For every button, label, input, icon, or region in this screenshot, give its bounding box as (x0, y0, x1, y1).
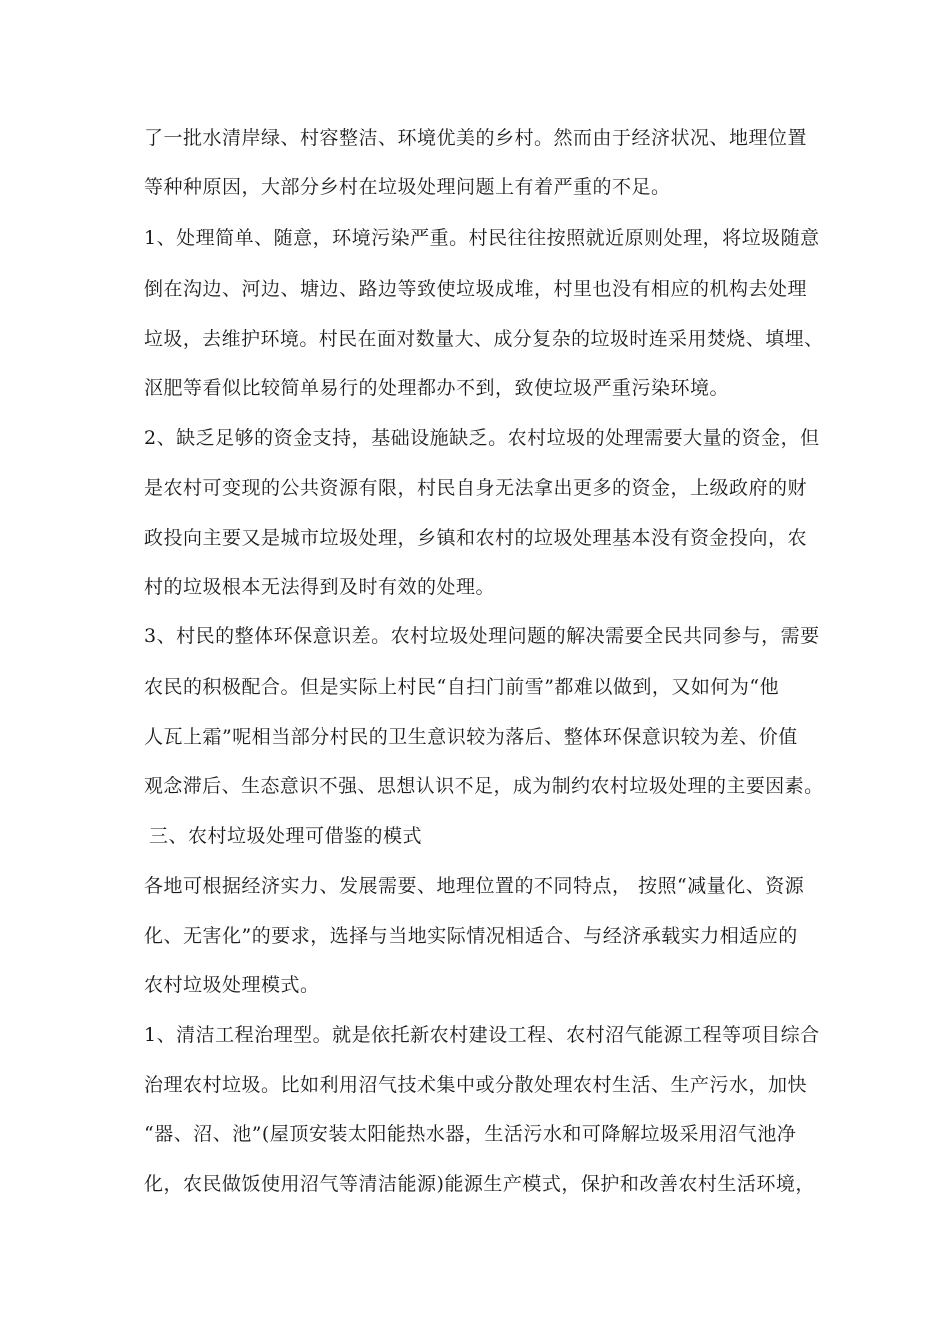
text-line: 治理农村垃圾。比如利用沼气技术集中或分散处理农村生活、生产污水，加快 (144, 1074, 808, 1096)
text-line: 农民的积极配合。但是实际上村民“自扫门前雪”都难以做到，又如何为“他 (144, 676, 780, 698)
text-line: 沤肥等看似比较简单易行的处理都办不到，致使垃圾严重污染环境。 (144, 377, 730, 399)
text-line: 1、处理简单、随意，环境污染严重。村民往往按照就近原则处理，将垃圾随意 (144, 227, 820, 249)
text-line: 是农村可变现的公共资源有限，村民自身无法拿出更多的资金，上级政府的财 (144, 477, 808, 499)
text-line: 垃圾，去维护环境。村民在面对数量大、成分复杂的垃圾时连采用焚烧、填埋、 (144, 328, 824, 350)
text-line: 3、村民的整体环保意识差。农村垃圾处理问题的解决需要全民共同参与，需要 (144, 625, 820, 647)
section-heading: 三、农村垃圾处理可借鉴的模式 (149, 825, 423, 847)
text-line: 2、缺乏足够的资金支持，基础设施缺乏。农村垃圾的处理需要大量的资金，但 (144, 427, 820, 449)
text-line: 1、清洁工程治理型。就是依托新农村建设工程、农村沼气能源工程等项目综合 (144, 1024, 820, 1046)
text-line: 人瓦上霜”呢相当部分村民的卫生意识较为落后、整体环保意识较为差、价值 (144, 726, 798, 748)
text-line: 了一批水清岸绿、村容整洁、环境优美的乡村。然而由于经济状况、地理位置 (144, 127, 808, 149)
text-line: “器、沼、池”(屋顶安装太阳能热水器，生活污水和可降解垃圾采用沼气池净 (144, 1123, 797, 1145)
text-line: 村的垃圾根本无法得到及时有效的处理。 (144, 576, 496, 598)
text-line: 政投向主要又是城市垃圾处理，乡镇和农村的垃圾处理基本没有资金投向，农 (144, 527, 808, 549)
text-line: 等种种原因，大部分乡村在垃圾处理问题上有着严重的不足。 (144, 176, 671, 198)
text-line: 化、无害化”的要求，选择与当地实际情况相适合、与经济承载实力相适应的 (144, 925, 798, 947)
text-line: 各地可根据经济实力、发展需要、地理位置的不同特点， 按照“减量化、资源 (144, 875, 805, 897)
text-line: 倒在沟边、河边、塘边、路边等致使垃圾成堆，村里也没有相应的机构去处理 (144, 278, 808, 300)
text-line: 化，农民做饭使用沼气等清洁能源)能源生产模式，保护和改善农村生活环境， (144, 1173, 815, 1195)
text-line: 观念滞后、生态意识不强、思想认识不足，成为制约农村垃圾处理的主要因素。 (144, 775, 824, 797)
text-line: 农村垃圾处理模式。 (144, 974, 320, 996)
